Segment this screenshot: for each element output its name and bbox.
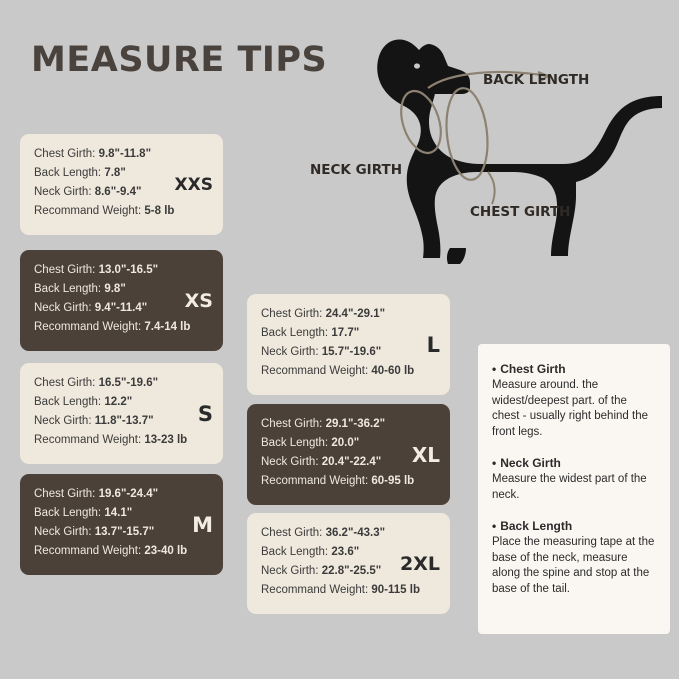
note-chest-girth — [492, 362, 656, 440]
label-back-length: Back Length: — [34, 283, 102, 295]
size-badge: 2XL — [400, 552, 440, 575]
label-neck-girth: Neck Girth: — [261, 456, 319, 468]
note-heading-text: Back Length — [500, 519, 573, 533]
value-neck-girth: 9.4"-11.4" — [94, 302, 148, 314]
value-neck-girth: 15.7"-19.6" — [321, 346, 382, 358]
label-chest-girth: Chest Girth: — [261, 527, 323, 539]
note-back-length — [492, 519, 656, 597]
note-body: Measure around. the widest/deepest part. of the chest - usually right behind the front legs. — [492, 379, 648, 438]
label-weight: Recommand Weight: — [34, 321, 142, 333]
size-card-s[interactable] — [20, 363, 223, 464]
value-back-length: 20.0" — [331, 437, 360, 449]
note-body: Place the measuring tape at the base of the neck, measure along the spine and stop at the base of the tail. — [492, 536, 655, 595]
bullet-icon: • — [492, 362, 497, 376]
size-card-m[interactable] — [20, 474, 223, 575]
measurement-notes-panel — [478, 344, 670, 634]
label-back-length: Back Length: — [261, 327, 329, 339]
note-heading-text: Neck Girth — [500, 456, 561, 470]
label-weight: Recommand Weight: — [34, 545, 142, 557]
note-heading — [492, 456, 656, 470]
label-weight: Recommand Weight: — [261, 475, 369, 487]
bullet-icon: • — [492, 519, 497, 533]
label-chest-girth: Chest Girth: — [34, 148, 96, 160]
value-chest-girth: 36.2"-43.3" — [325, 527, 386, 539]
label-back-length: Back Length: — [261, 437, 329, 449]
value-chest-girth: 24.4"-29.1" — [325, 308, 386, 320]
size-badge: XL — [411, 442, 440, 467]
label-neck-girth: Neck Girth: — [261, 346, 319, 358]
value-neck-girth: 13.7"-15.7" — [94, 526, 155, 538]
note-heading — [492, 362, 656, 376]
label-back-length: Back Length: — [34, 167, 102, 179]
size-badge: L — [426, 332, 440, 357]
value-neck-girth: 11.8"-13.7" — [94, 415, 154, 427]
label-chest-girth: Chest Girth: — [34, 264, 96, 276]
value-back-length: 17.7" — [331, 327, 360, 339]
label-neck-girth: Neck Girth: — [34, 302, 92, 314]
note-heading-text: Chest Girth — [500, 362, 566, 376]
value-neck-girth: 20.4"-22.4" — [321, 456, 382, 468]
value-chest-girth: 9.8"-11.8" — [98, 148, 152, 160]
label-neck-girth: Neck Girth: — [34, 186, 92, 198]
label-back-length: Back Length: — [261, 546, 329, 558]
dog-silhouette-icon — [300, 22, 679, 274]
size-badge: S — [197, 401, 213, 426]
value-back-length: 23.6" — [331, 546, 360, 558]
bullet-icon: • — [492, 456, 497, 470]
value-weight: 23-40 lb — [144, 545, 188, 557]
label-back-length: Back Length: — [34, 396, 102, 408]
size-badge: XS — [184, 289, 213, 312]
value-weight: 7.4-14 lb — [144, 321, 191, 333]
label-chest-girth: Chest Girth: — [34, 377, 96, 389]
value-weight: 13-23 lb — [144, 434, 188, 446]
value-chest-girth: 29.1"-36.2" — [325, 418, 386, 430]
label-chest-girth: Chest Girth: — [261, 418, 323, 430]
value-back-length: 9.8" — [104, 283, 126, 295]
label-weight: Recommand Weight: — [34, 434, 142, 446]
size-badge: XXS — [174, 174, 213, 195]
size-card-xs[interactable] — [20, 250, 223, 351]
value-chest-girth: 16.5"-19.6" — [98, 377, 159, 389]
label-neck-girth: Neck Girth: — [34, 415, 92, 427]
value-back-length: 12.2" — [104, 396, 133, 408]
value-neck-girth: 22.8"-25.5" — [321, 565, 382, 577]
size-card-2xl[interactable] — [247, 513, 450, 614]
label-chest-girth: Chest Girth: — [34, 488, 96, 500]
value-neck-girth: 8.6"-9.4" — [94, 186, 142, 198]
value-weight: 5-8 lb — [144, 205, 175, 217]
value-chest-girth: 13.0"-16.5" — [98, 264, 159, 276]
size-card-l[interactable] — [247, 294, 450, 395]
note-heading — [492, 519, 656, 533]
value-weight: 90-115 lb — [371, 584, 420, 596]
note-neck-girth — [492, 456, 656, 503]
annotation-back-length: BACK LENGTH — [483, 72, 590, 88]
label-neck-girth: Neck Girth: — [34, 526, 92, 538]
label-weight: Recommand Weight: — [34, 205, 142, 217]
size-card-xxs[interactable] — [20, 134, 223, 235]
label-neck-girth: Neck Girth: — [261, 565, 319, 577]
size-badge: M — [192, 512, 213, 537]
value-weight: 40-60 lb — [371, 365, 415, 377]
annotation-neck-girth: NECK GIRTH — [310, 162, 402, 178]
value-back-length: 7.8" — [104, 167, 126, 179]
label-weight: Recommand Weight: — [261, 365, 369, 377]
label-chest-girth: Chest Girth: — [261, 308, 323, 320]
label-weight: Recommand Weight: — [261, 584, 369, 596]
size-card-xl[interactable] — [247, 404, 450, 505]
value-back-length: 14.1" — [104, 507, 133, 519]
annotation-chest-girth: CHEST GIRTH — [470, 204, 571, 220]
value-chest-girth: 19.6"-24.4" — [98, 488, 159, 500]
page-title: MEASURE TIPS — [31, 40, 328, 80]
note-body: Measure the widest part of the neck. — [492, 473, 647, 501]
dog-diagram — [300, 22, 679, 274]
value-weight: 60-95 lb — [371, 475, 415, 487]
label-back-length: Back Length: — [34, 507, 102, 519]
